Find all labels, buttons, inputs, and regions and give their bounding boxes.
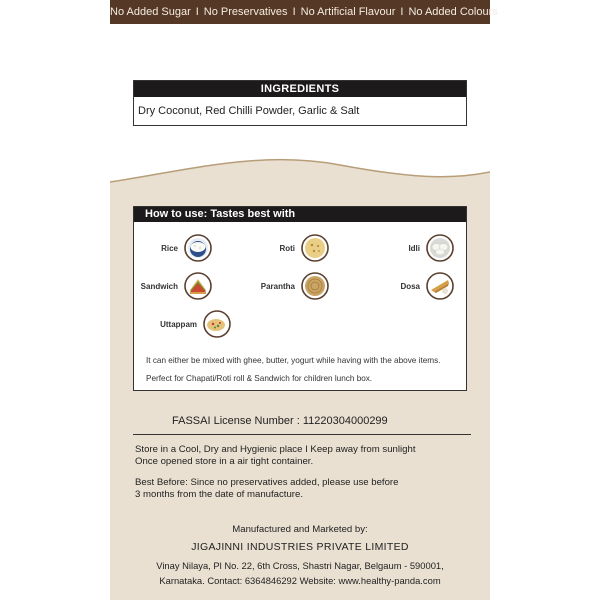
food-label: Roti [279, 243, 295, 253]
storage-line: Store in a Cool, Dry and Hygienic place I Keep away from sunlight [135, 444, 416, 455]
manufacturer-company: JIGAJINNI INDUSTRIES PRIVATE LIMITED [191, 541, 409, 553]
food-item-idli [408, 234, 454, 262]
food-label: Uttappam [160, 319, 197, 329]
food-item-parantha [261, 272, 329, 300]
best-before-line: Best Before: Since no preservatives added, please use before [135, 477, 399, 488]
rice-bowl-icon [184, 234, 212, 262]
sandwich-icon [184, 272, 212, 300]
how-to-use-title: How to use: Tastes best with [134, 207, 466, 222]
dosa-icon [426, 272, 454, 300]
claim-no-sugar: No Added Sugar [110, 6, 191, 18]
food-item-rice [161, 234, 212, 262]
storage-line: Once opened store in a air tight container. [135, 456, 314, 467]
usage-tip: Perfect for Chapati/Roti roll & Sandwich for children lunch box. [146, 374, 373, 383]
storage-instructions [135, 444, 480, 468]
idli-icon [426, 234, 454, 262]
manufacturer-contact: Karnataka. Contact: 6364846292 Website: www.healthy-panda.com [159, 575, 441, 586]
ingredients-text: Dry Coconut, Red Chilli Powder, Garlic & Salt [138, 105, 360, 117]
best-before [135, 477, 480, 501]
food-label: Sandwich [140, 281, 178, 291]
fassai-license: FASSAI License Number : 11220304000299 [172, 415, 388, 427]
usage-note: It can either be mixed with ghee, butter, yogurt while having with the above items. [146, 356, 441, 365]
ingredients-box [133, 80, 467, 126]
food-label: Rice [161, 243, 178, 253]
ingredients-title: INGREDIENTS [134, 81, 466, 97]
food-label: Dosa [400, 281, 420, 291]
food-label: Parantha [260, 281, 295, 291]
claim-no-added-colours: No Added Colours [408, 6, 498, 18]
food-item-sandwich [141, 272, 212, 300]
manufacturer-address: Vinay Nilaya, Pl No. 22, 6th Cross, Shastri Nagar, Belgaum - 590001, [156, 560, 444, 571]
best-before-line: 3 months from the date of manufacture. [135, 489, 303, 500]
food-item-dosa [400, 272, 454, 300]
food-label: Idli [408, 243, 420, 253]
parantha-icon [301, 272, 329, 300]
claim-separator: I [292, 6, 296, 18]
manufacturer-heading: Manufactured and Marketed by: [232, 524, 368, 535]
claim-no-preservatives: No Preservatives [203, 6, 288, 18]
food-item-uttappam [160, 310, 231, 338]
claim-separator: I [195, 6, 199, 18]
claim-separator: I [400, 6, 404, 18]
claims-bar [110, 0, 498, 24]
food-item-roti [279, 234, 329, 262]
roti-icon [301, 234, 329, 262]
how-to-use-box [133, 206, 467, 391]
claim-no-artificial-flavour: No Artificial Flavour [300, 6, 396, 18]
uttappam-icon [203, 310, 231, 338]
divider [133, 434, 471, 435]
